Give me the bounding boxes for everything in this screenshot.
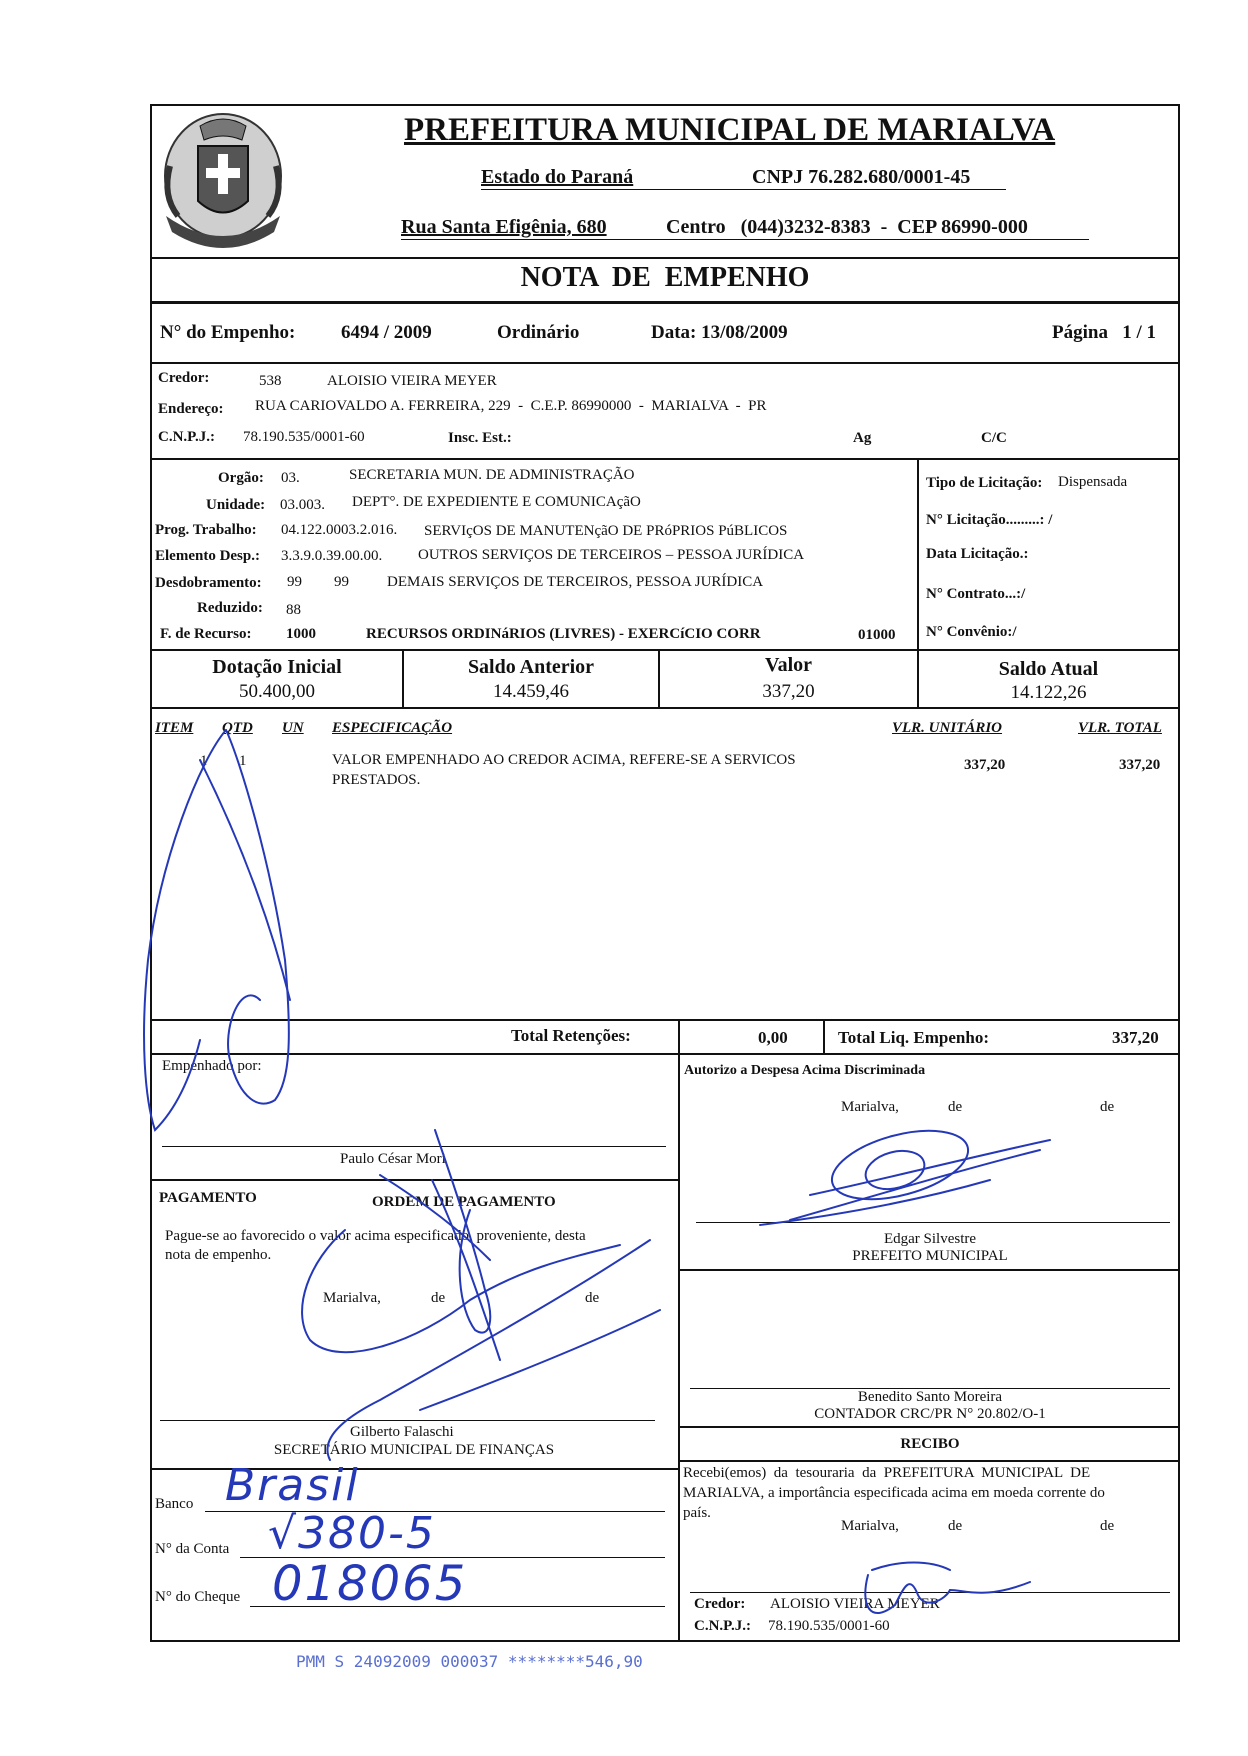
empenho-type: Ordinário [497, 322, 580, 343]
cheque-value: 018065 [272, 1556, 468, 1612]
col-total: VLR. TOTAL [1078, 720, 1162, 736]
recibo-text-2: MARIALVA, a importância especificada acima em moeda corrente do [683, 1485, 1105, 1501]
col-qtd: QTD [222, 720, 253, 736]
licitacao-data: Data Licitação.: [926, 546, 1029, 562]
signature-line [162, 1146, 666, 1147]
recibo-de1: de [948, 1518, 963, 1534]
divider [678, 1053, 680, 1642]
autorizo-role: PREFEITO MUNICIPAL [852, 1248, 1008, 1264]
empenhado-signer: Paulo César Mori [340, 1151, 446, 1167]
autorizo-de1: de [948, 1099, 963, 1115]
unidade-label: Unidade: [206, 497, 266, 513]
cheque-label: N° do Cheque [155, 1589, 241, 1605]
col-spec: ESPECIFICAÇÃO [332, 720, 453, 736]
signature-line [690, 1592, 1170, 1593]
row-total: 337,20 [1119, 757, 1161, 773]
divider [150, 1053, 1180, 1055]
cnpj-label: C.N.P.J.: [158, 429, 215, 445]
banco-value: Brasil [225, 1460, 360, 1511]
recurso-label: F. de Recurso: [160, 626, 252, 642]
orgao-code: 03. [281, 470, 300, 486]
pagamento-signer: Gilberto Falaschi [350, 1424, 454, 1440]
desdobramento-code2: 99 [334, 574, 349, 590]
conta-label: N° da Conta [155, 1541, 230, 1557]
credor-name: ALOISIO VIEIRA MEYER [327, 373, 497, 389]
divider [150, 707, 1180, 709]
elemento-code: 3.3.9.0.39.00.00. [281, 548, 383, 564]
pagamento-de2: de [585, 1290, 600, 1306]
desdobramento-code1: 99 [287, 574, 302, 590]
divider [678, 1460, 1180, 1462]
recibo-credor-name: ALOISIO VIEIRA MEYER [770, 1596, 940, 1612]
recibo-cnpj-label: C.N.P.J.: [694, 1618, 751, 1634]
header-state: Estado do Paraná [481, 166, 634, 188]
col-item: ITEM [155, 720, 194, 736]
autorizo-de2: de [1100, 1099, 1115, 1115]
licitacao-numero: N° Licitação.........: / [926, 512, 1053, 528]
recibo-title: RECIBO [900, 1436, 960, 1452]
licitacao-contrato: N° Contrato...:/ [926, 586, 1026, 602]
ag-label: Ag [853, 430, 872, 446]
divider [150, 458, 1180, 460]
credor-address: RUA CARIOVALDO A. FERREIRA, 229 - C.E.P. 86990000 - MARIALVA - PR [255, 398, 767, 414]
col-un: UN [282, 720, 304, 736]
divider [823, 1019, 825, 1053]
unidade-code: 03.003. [280, 497, 325, 513]
recibo-city: Marialva, [841, 1518, 899, 1534]
recibo-de2: de [1100, 1518, 1115, 1534]
header-title: PREFEITURA MUNICIPAL DE MARIALVA [404, 112, 1056, 148]
ordem-label: ORDEM DE PAGAMENTO [372, 1194, 556, 1210]
saldo-anterior-label: Saldo Anterior [467, 656, 595, 678]
signature-line [696, 1222, 1170, 1223]
pagamento-label: PAGAMENTO [159, 1190, 257, 1206]
header-underline [481, 189, 1006, 190]
conta-value: √380-5 [268, 1508, 436, 1559]
liq-value: 337,20 [1112, 1028, 1159, 1047]
autorizo-city: Marialva, [841, 1099, 899, 1115]
prog-label: Prog. Trabalho: [155, 522, 257, 538]
credor-label: Credor: [158, 370, 210, 386]
autorizo-signer: Edgar Silvestre [883, 1231, 977, 1247]
prog-code: 04.122.0003.2.016. [281, 522, 398, 538]
prog-name: SERVIçOS DE MANUTENçãO DE PRóPRIOS PúBLICOS [424, 523, 788, 539]
col-unit: VLR. UNITÁRIO [892, 720, 1003, 736]
empenho-label: N° do Empenho: [160, 322, 296, 343]
pagamento-de1: de [431, 1290, 446, 1306]
empenho-number: 6494 / 2009 [341, 322, 432, 343]
divider [678, 1269, 1180, 1271]
recurso-code: 1000 [286, 626, 316, 642]
contador-signer: Benedito Santo Moreira [857, 1389, 1003, 1405]
divider [678, 1019, 680, 1053]
divider [150, 1179, 678, 1181]
reduzido-label: Reduzido: [197, 600, 263, 616]
saldo-atual-value: 14.122,26 [1010, 682, 1087, 703]
address-label: Endereço: [158, 401, 224, 417]
doc-title: NOTA DE EMPENHO [520, 262, 810, 293]
autorizo-label: Autorizo a Despesa Acima Discriminada [684, 1063, 926, 1078]
banco-label: Banco [155, 1496, 194, 1512]
licitacao-convenio: N° Convênio:/ [926, 624, 1017, 640]
divider [150, 1019, 1180, 1021]
recibo-text-1: Recebi(emos) da tesouraria da PREFEITURA MUNICIPAL DE [683, 1465, 1091, 1481]
divider [150, 649, 1180, 651]
dotacao-value: 50.400,00 [239, 681, 315, 702]
credor-cnpj: 78.190.535/0001-60 [243, 429, 365, 445]
row-qtd: 1 [239, 753, 247, 769]
header-underline-2 [401, 239, 1089, 240]
saldo-atual-label: Saldo Atual [998, 658, 1099, 680]
empenho-date: Data: 13/08/2009 [651, 322, 788, 343]
saldo-anterior-value: 14.459,46 [493, 681, 569, 702]
header-cnpj: CNPJ 76.282.680/0001-45 [752, 166, 971, 188]
pagamento-city: Marialva, [323, 1290, 381, 1306]
licitacao-tipo-value: Dispensada [1058, 474, 1128, 490]
valor-value: 337,20 [762, 681, 815, 702]
divider [150, 301, 1180, 304]
divider [678, 1426, 1180, 1428]
divider [917, 458, 919, 650]
retencoes-value: 0,00 [758, 1028, 788, 1047]
recurso-code2: 01000 [858, 627, 896, 643]
elemento-label: Elemento Desp.: [155, 548, 260, 564]
recurso-name: RECURSOS ORDINáRIOS (LIVRES) - EXERCíCIO CORR [366, 626, 761, 642]
recibo-cnpj-value: 78.190.535/0001-60 [768, 1618, 890, 1634]
cc-label: C/C [981, 430, 1007, 446]
municipal-crest-logo [158, 106, 288, 256]
header-contact: Centro (044)3232-8383 - CEP 86990-000 [666, 216, 1028, 238]
retencoes-label: Total Retenções: [511, 1026, 631, 1045]
unidade-name: DEPT°. DE EXPEDIENTE E COMUNICAçãO [352, 494, 641, 510]
orgao-label: Orgão: [218, 470, 264, 486]
row-unit: 337,20 [964, 757, 1006, 773]
insc-label: Insc. Est.: [448, 430, 512, 446]
divider [150, 362, 1180, 364]
header-address: Rua Santa Efigênia, 680 [401, 216, 607, 238]
row-spec-1: VALOR EMPENHADO AO CREDOR ACIMA, REFERE-SE A SERVICOS [332, 752, 796, 768]
pagamento-text-1: Pague-se ao favorecido o valor acima especificado, proveniente, desta [165, 1228, 586, 1244]
desdobramento-label: Desdobramento: [155, 575, 262, 591]
elemento-name: OUTROS SERVIÇOS DE TERCEIROS – PESSOA JURÍDICA [418, 547, 805, 563]
pagamento-text-2: nota de empenho. [165, 1247, 272, 1263]
pagamento-role: SECRETÁRIO MUNICIPAL DE FINANÇAS [273, 1442, 555, 1458]
row-spec-2: PRESTADOS. [332, 772, 421, 788]
row-item: 1 [200, 753, 208, 769]
liq-label: Total Liq. Empenho: [838, 1028, 989, 1047]
reduzido-value: 88 [286, 602, 301, 618]
valor-label: Valor [764, 654, 813, 676]
divider [150, 257, 1180, 259]
contador-role: CONTADOR CRC/PR N° 20.802/O-1 [814, 1406, 1046, 1422]
licitacao-tipo-label: Tipo de Licitação: [926, 475, 1043, 491]
credor-code: 538 [259, 373, 282, 389]
signature-line [160, 1420, 655, 1421]
bank-stamp: PMM S 24092009 000037 ********546,90 [296, 1652, 643, 1671]
recibo-text-3: país. [683, 1505, 711, 1521]
orgao-name: SECRETARIA MUN. DE ADMINISTRAÇÃO [349, 467, 635, 483]
desdobramento-name: DEMAIS SERVIÇOS DE TERCEIROS, PESSOA JURÍDICA [387, 574, 764, 590]
dotacao-label: Dotação Inicial [212, 656, 342, 678]
empenho-page: Página 1 / 1 [1052, 322, 1156, 343]
empenhado-label: Empenhado por: [162, 1058, 262, 1074]
recibo-credor-label: Credor: [694, 1596, 746, 1612]
